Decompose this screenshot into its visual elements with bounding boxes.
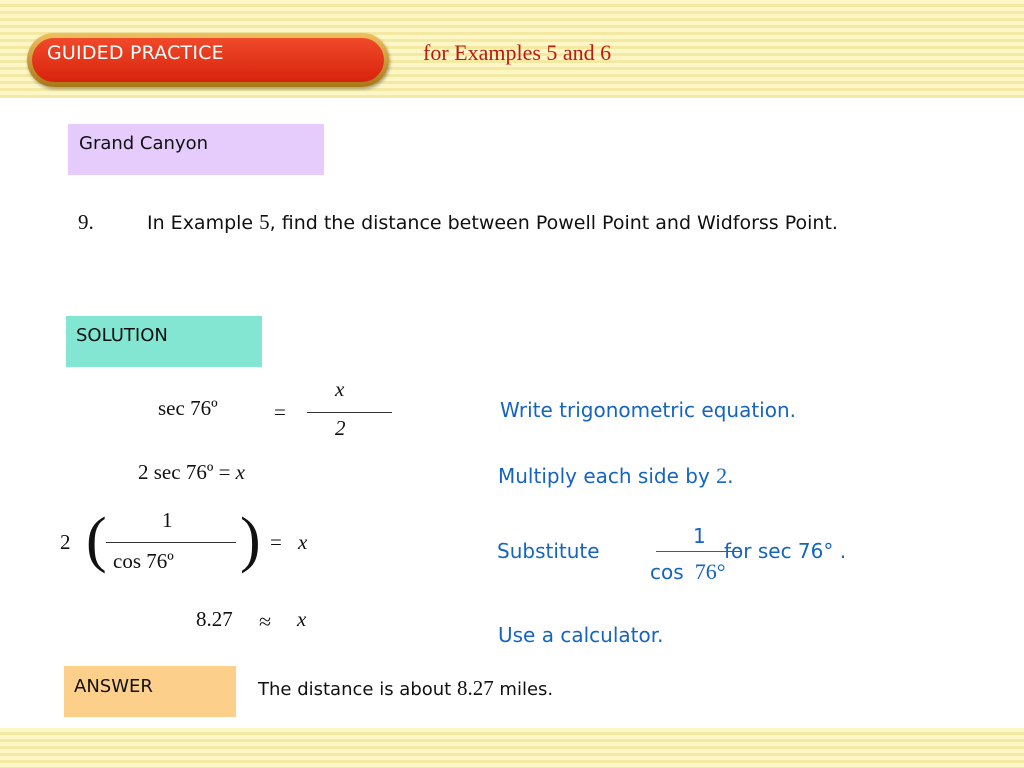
step3-close-paren: ) — [240, 506, 261, 574]
problem-number: 9. — [78, 210, 94, 234]
step3-explanation-numerator: 1 — [693, 524, 706, 548]
solution-label: SOLUTION — [76, 325, 168, 346]
step1-explanation: Write trigonometric equation. — [500, 398, 796, 422]
step3-explanation-start: Substitute — [497, 539, 600, 563]
examples-reference: for Examples 5 and 6 — [423, 40, 612, 65]
answer-label: ANSWER — [74, 676, 153, 697]
step2-explanation: Multiply each side by 2. — [498, 463, 734, 488]
problem-statement: In Example 5, find the distance between Powell Point and Widforss Point. — [147, 210, 838, 234]
step1-fraction-bar — [307, 412, 392, 413]
step4-lhs: 8.27 — [196, 607, 233, 631]
step4-explanation: Use a calculator. — [498, 623, 664, 647]
step3-fraction-bar — [106, 542, 236, 543]
step4-approx: ≈ — [259, 609, 272, 634]
step3-explanation-denominator: cos 76° — [650, 559, 726, 584]
step3-open-paren: ( — [86, 506, 107, 574]
step1-denominator: 2 — [335, 416, 346, 440]
answer-box — [64, 666, 236, 717]
step3-denominator: cos 76º — [113, 549, 174, 573]
step3-numerator: 1 — [162, 508, 173, 532]
answer-statement: The distance is about 8.27 miles. — [258, 676, 554, 700]
step1-equals: = — [274, 400, 286, 424]
topic-label: Grand Canyon — [79, 133, 209, 154]
solution-box — [66, 316, 262, 367]
step2-equation: 2 sec 76º = x — [138, 460, 245, 484]
step1-numerator: x — [335, 377, 345, 401]
step3-equals: = — [270, 530, 282, 554]
step3-explanation-end: for sec 76° . — [724, 539, 847, 563]
guided-practice-title: GUIDED PRACTICE — [47, 42, 224, 64]
topic-box — [68, 124, 324, 175]
step4-rhs: x — [297, 607, 307, 631]
step3-rhs: x — [298, 530, 308, 554]
footer-band — [0, 728, 1024, 768]
step1-lhs: sec 76º — [158, 396, 218, 420]
step3-coefficient: 2 — [60, 530, 71, 554]
